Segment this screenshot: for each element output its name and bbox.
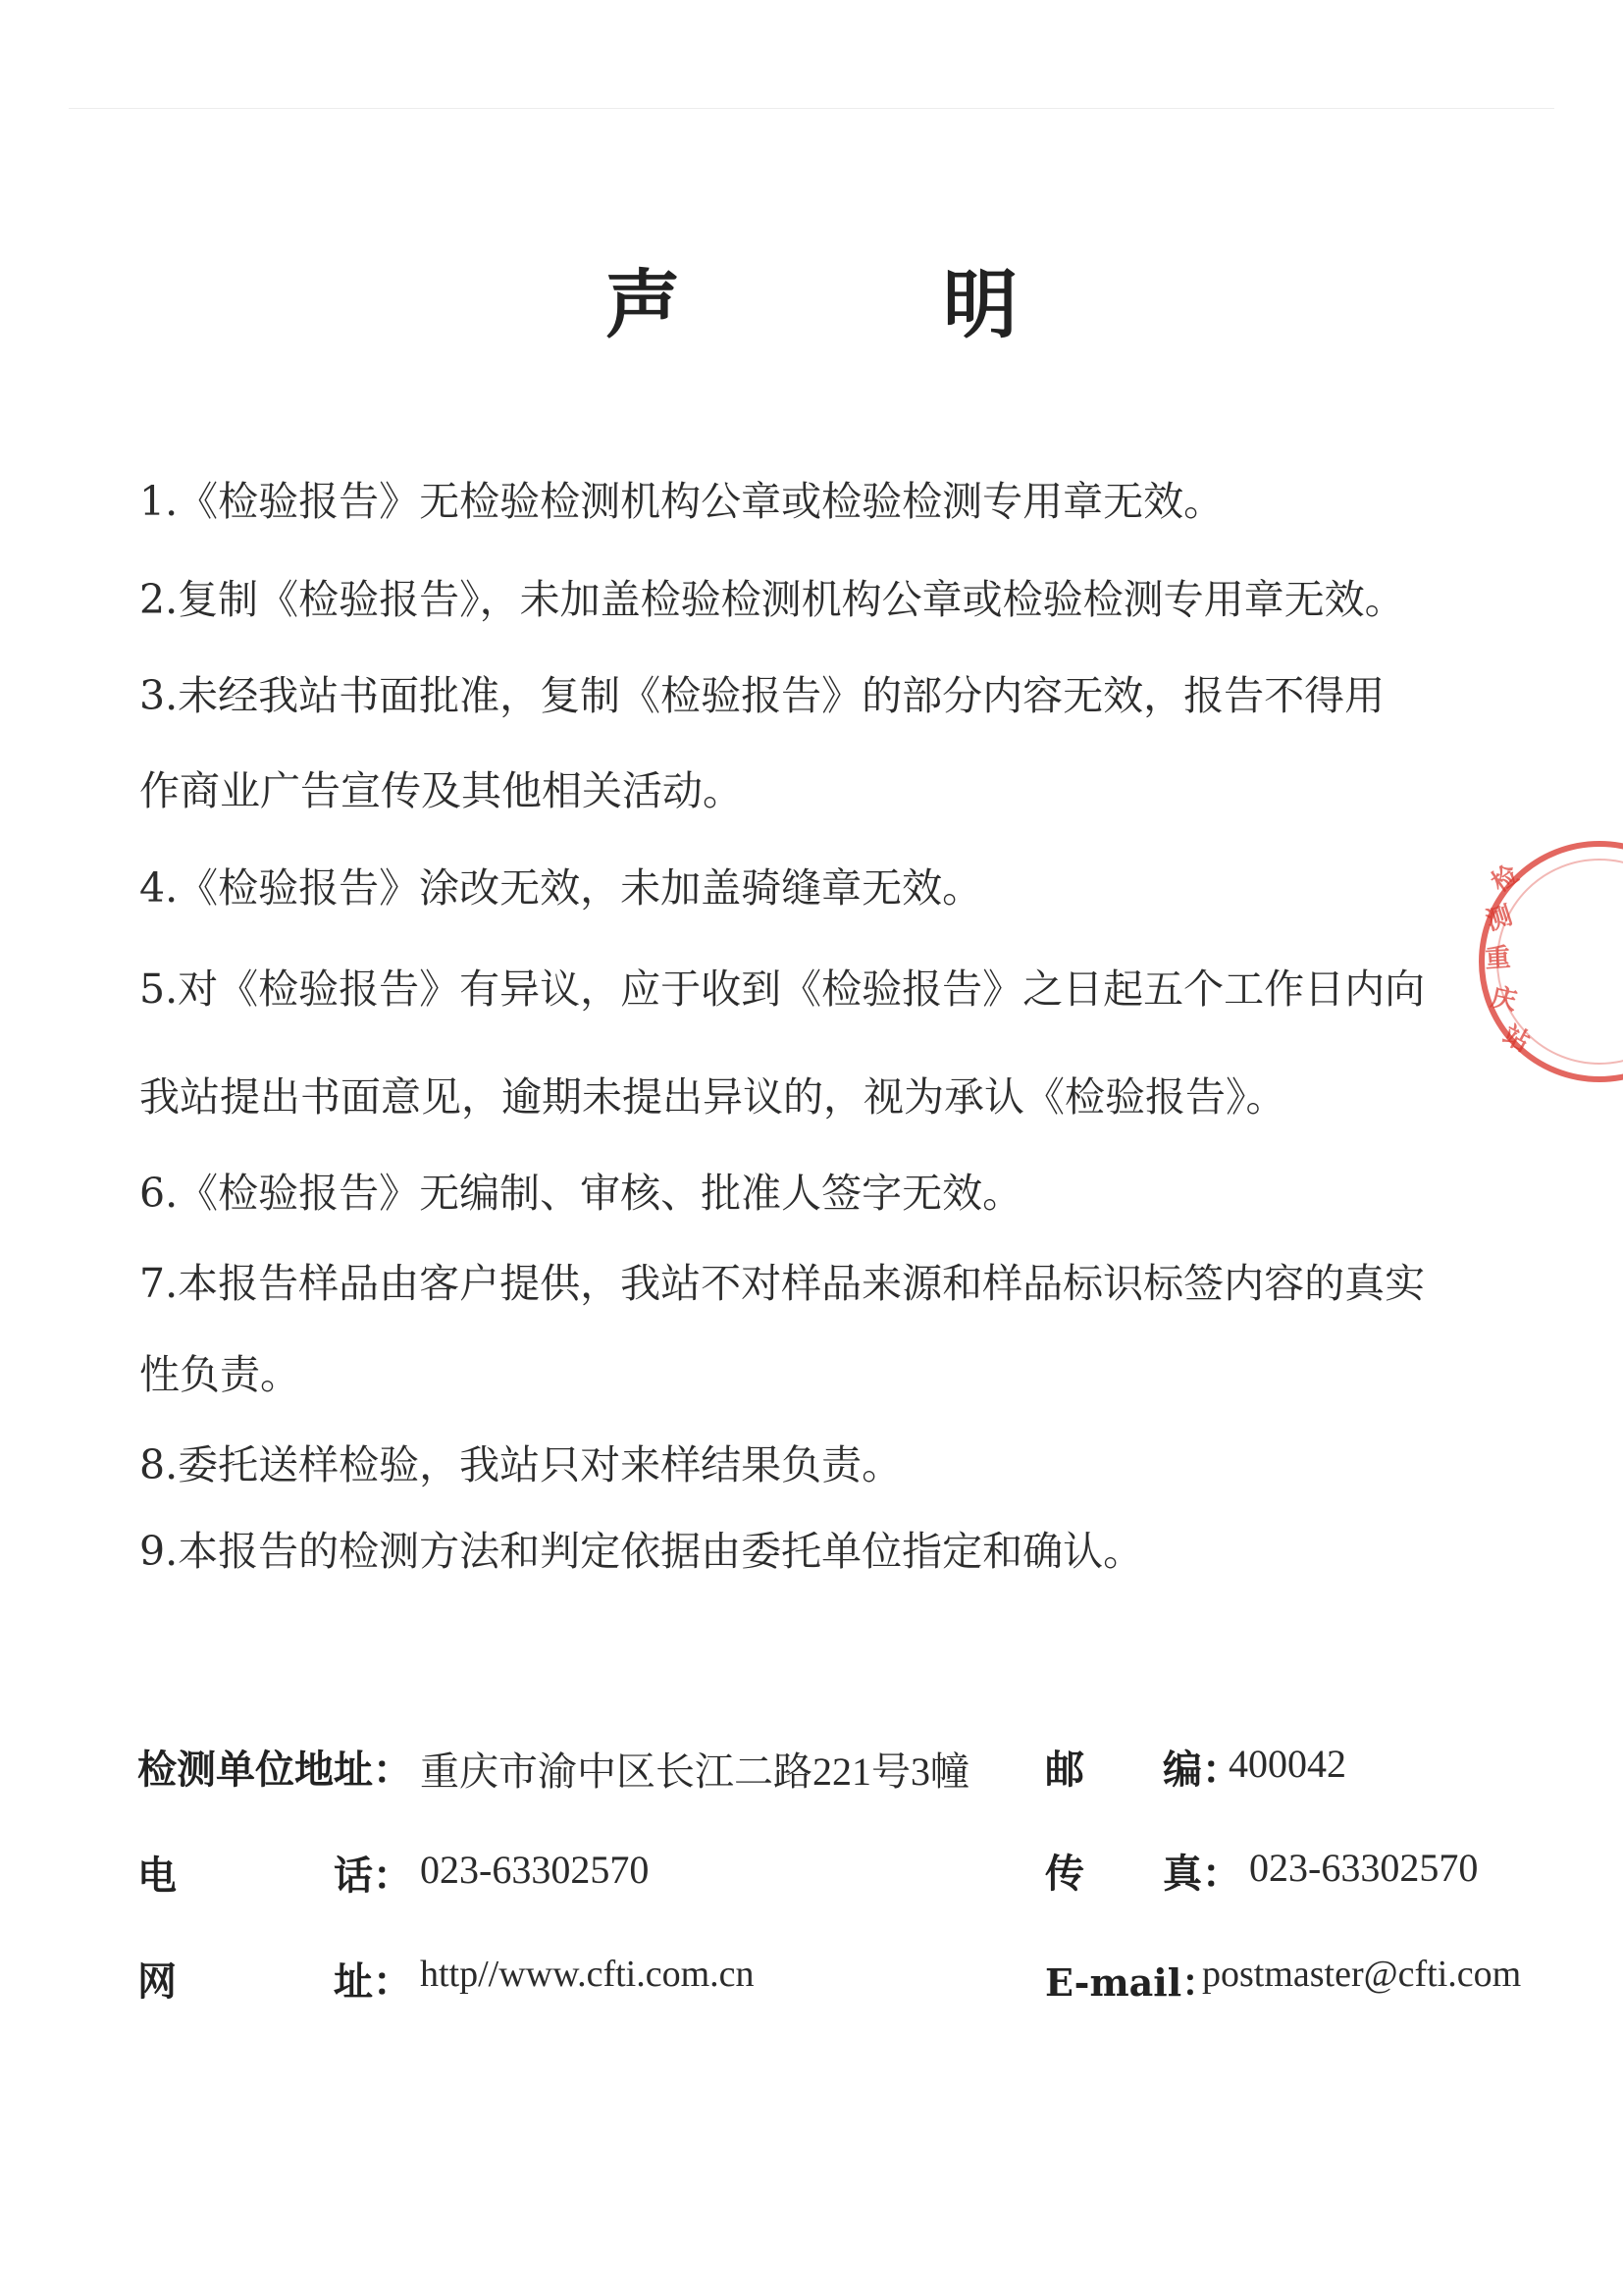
partial-seal-stamp	[1452, 814, 1623, 1109]
fax-value: 023-63302570	[1249, 1846, 1479, 1890]
statement-item-9: 9.本报告的检测方法和判定依据由委托单位指定和确认。	[139, 1528, 1144, 1575]
svg-text:重: 重	[1484, 943, 1512, 974]
address-label: 检测单位地址：	[137, 1747, 412, 1793]
postcode-value: 400042	[1229, 1742, 1346, 1786]
top-rule	[69, 108, 1554, 109]
web-label: 网 址：	[137, 1958, 412, 2005]
statement-item-8: 8.委托送样检验，我站只对来样结果负责。	[139, 1441, 903, 1488]
svg-text:庆: 庆	[1488, 982, 1520, 1018]
statement-item-2: 2.复制《检验报告》，未加盖检验检测机构公章或检验检测专用章无效。	[139, 576, 1405, 623]
statement-item-5: 5.对《检验报告》有异议，应于收到《检验报告》之日起五个工作日内向	[139, 965, 1426, 1013]
page-title: 声 明	[605, 261, 1112, 348]
statement-item-7: 7.本报告样品由客户提供，我站不对样品来源和样品标识标签内容的真实	[139, 1260, 1426, 1307]
statement-item-3: 3.未经我站书面批准，复制《检验报告》的部分内容无效，报告不得用	[139, 672, 1386, 719]
statement-item-1: 1.《检验报告》无检验检测机构公章或检验检测专用章无效。	[139, 478, 1225, 525]
svg-text:检: 检	[1486, 860, 1525, 899]
email-value: postmaster@cfti.com	[1202, 1954, 1522, 1995]
statement-item-3-cont: 作商业广告宣传及其他相关活动。	[139, 767, 743, 814]
statement-item-5-cont: 我站提出书面意见，逾期未提出异议的，视为承认《检验报告》。	[139, 1073, 1286, 1121]
statement-item-7-cont: 性负责。	[139, 1351, 300, 1398]
svg-text:站: 站	[1497, 1019, 1535, 1059]
statement-item-4: 4.《检验报告》涂改无效，未加盖骑缝章无效。	[139, 864, 983, 912]
phone-value: 023-63302570	[420, 1848, 650, 1892]
svg-text:测: 测	[1482, 901, 1516, 937]
statement-item-6: 6.《检验报告》无编制、审核、批准人签字无效。	[139, 1170, 1023, 1217]
fax-label: 传 真：	[1045, 1851, 1241, 1897]
web-value: http//www.cfti.com.cn	[420, 1954, 755, 1995]
address-value: 重庆市渝中区长江二路221号3幢	[420, 1749, 969, 1794]
phone-label: 电 话：	[137, 1852, 412, 1899]
postcode-label: 邮 编：	[1045, 1747, 1241, 1793]
email-label: E-mail：	[1045, 1960, 1220, 2005]
